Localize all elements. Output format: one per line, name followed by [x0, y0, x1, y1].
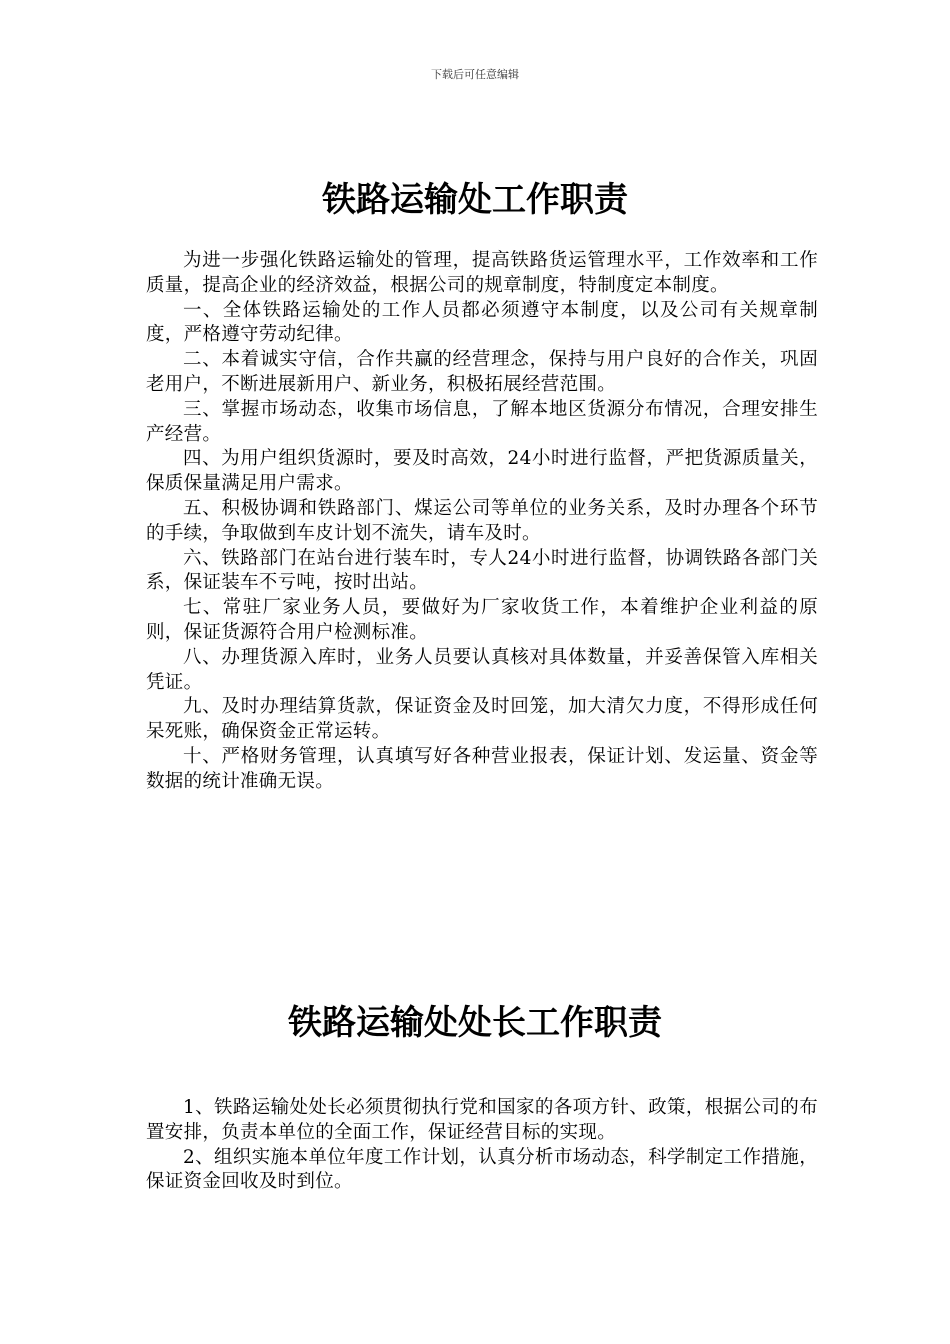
paragraph: 八、办理货源入库时，业务人员要认真核对具体数量，并妥善保管入库相关凭证。: [146, 646, 818, 693]
paragraph: 七、常驻厂家业务人员，要做好为厂家收货工作，本着维护企业利益的原则，保证货源符合用户检测标准。: [146, 597, 818, 643]
section-1-body: [146, 249, 818, 795]
page-title-2: 铁路运输处处长工作职责: [288, 1003, 662, 1043]
paragraph: 二、本着诚实守信，合作共赢的经营理念，保持与用户良好的合作关，巩固老用户，不断进展新用户、新业务，积极拓展经营范围。: [146, 349, 818, 395]
paragraph: 四、为用户组织货源时，要及时高效，24小时进行监督，严把货源质量关，保质保量满足用户需求。: [146, 448, 818, 495]
page-title-1: 铁路运输处工作职责: [322, 180, 628, 220]
paragraph: 一、全体铁路运输处的工作人员都必须遵守本制度，以及公司有关规章制度，严格遵守劳动纪律。: [146, 299, 818, 346]
paragraph: 三、掌握市场动态，收集市场信息，了解本地区货源分布情况，合理安排生产经营。: [146, 398, 818, 445]
paragraph: 十、严格财务管理，认真填写好各种营业报表，保证计划、发运量、资金等数据的统计准确无误。: [146, 745, 818, 792]
paragraph: 六、铁路部门在站台进行装车时，专人24小时进行监督，协调铁路各部门关系，保证装车不亏吨，按时出站。: [146, 547, 818, 594]
paragraph: 五、积极协调和铁路部门、煤运公司等单位的业务关系，及时办理各个环节的手续，争取做到车皮计划不流失，请车及时。: [146, 497, 818, 544]
paragraph: 九、及时办理结算货款，保证资金及时回笼，加大清欠力度，不得形成任何呆死账，确保资金正常运转。: [146, 696, 818, 743]
header-note: 下载后可任意编辑: [431, 68, 519, 81]
section-2-body: [146, 1096, 818, 1195]
paragraph: 2、组织实施本单位年度工作计划，认真分析市场动态，科学制定工作措施，保证资金回收及时到位。: [146, 1146, 818, 1193]
paragraph: 1、铁路运输处处长必须贯彻执行党和国家的各项方针、政策，根据公司的布置安排，负责本单位的全面工作，保证经营目标的实现。: [146, 1097, 818, 1143]
paragraph: 为进一步强化铁路运输处的管理，提高铁路货运管理水平，工作效率和工作质量，提高企业的经济效益，根据公司的规章制度，特制度定本制度。: [146, 250, 818, 296]
